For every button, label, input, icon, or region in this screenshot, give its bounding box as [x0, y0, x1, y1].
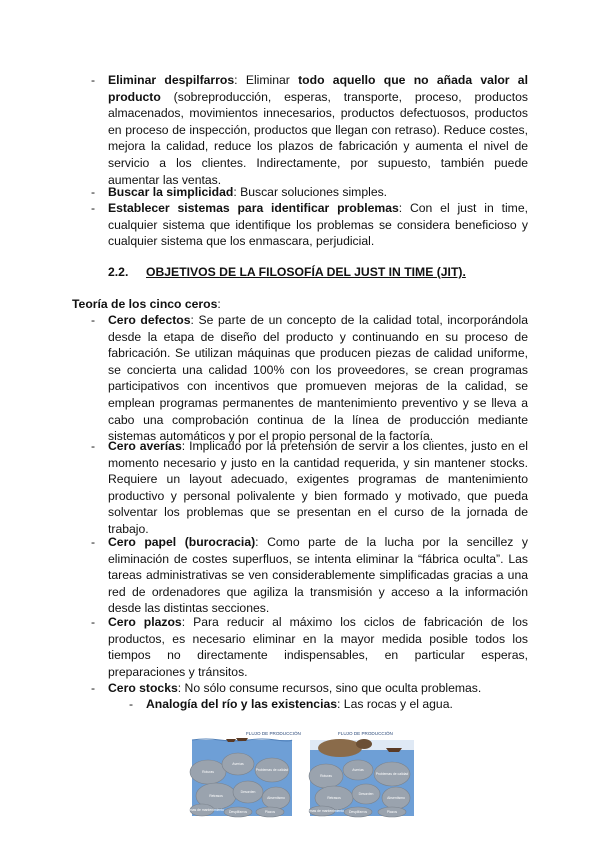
- list-item-cero-plazos: [91, 614, 528, 680]
- rock-exposed: [318, 739, 362, 757]
- term: Cero defectos: [108, 313, 191, 327]
- term: Cero papel (burocracia): [108, 535, 256, 549]
- rock-label: Roturas: [320, 774, 332, 778]
- section-title: OBJETIVOS DE LA FILOSOFÍA DEL JUST IN TIME (JIT).: [146, 265, 466, 279]
- dash-bullet: -: [91, 73, 96, 87]
- rock-label: Absentismo: [267, 796, 285, 800]
- rock-label: Problemas de calidad: [375, 772, 409, 776]
- emphasis: todo aquello que no añada valor al producto: [108, 73, 528, 104]
- figure-title: FLUJO DE PRODUCCIÓN: [246, 731, 301, 736]
- text: : Para reducir al máximo los ciclos de fabricación de los productos, es necesario eliminar en la mayor medida posible todos los tiempos no directamente indispensables, en particular esperas, preparaciones y tránsitos.: [108, 615, 528, 679]
- term: Cero averías: [108, 439, 182, 453]
- text: : Se parte de un concepto de la calidad total, incorporándola desde la etapa de diseño del producto y continuando en su proceso de fabricación. Se utilizan máquinas que producen piezas de calidad uniforme, se concierta una calidad 100% con los proveedores, se crean programas participativos con incentivos que promueven mejoras de la calidad, se emplean programas permanentes de mantenimiento preventivo y se lleva a cabo una comprobación continua de la línea de producción mediante sistemas automáticos y por el propio personal de la factoría.: [108, 313, 528, 444]
- theory-label: [72, 296, 221, 313]
- dash-bullet: -: [91, 615, 96, 629]
- rock-label: Plazos: [386, 810, 398, 814]
- rock-label: Retrasos: [209, 794, 223, 798]
- dash-bullet: -: [91, 313, 96, 327]
- rock-label: Roturas: [202, 770, 214, 774]
- rock-label: Averías: [232, 762, 244, 766]
- text: : Como parte de la lucha por la sencillez y eliminación de costes superfluos, se intenta eliminar la “fábrica oculta”. Las tareas administrativas se ven considerablemente simplificadas gracias a una red de ordenadores que agiliza la transmisión y acceso a la información desde las distintas secciones.: [108, 535, 528, 616]
- text: : Las rocas y el agua.: [337, 697, 453, 711]
- dash-bullet: -: [91, 535, 96, 549]
- text: :: [217, 297, 221, 311]
- dash-bullet: -: [91, 185, 96, 199]
- rock-label: Despilfarros: [228, 810, 248, 814]
- figure-title: FLUJO DE PRODUCCIÓN: [338, 731, 393, 736]
- term: Analogía del río y las existencias: [146, 697, 338, 711]
- river-figure-svg: [179, 726, 301, 818]
- list-item-buscar-simplicidad: [91, 184, 528, 201]
- text: (sobreproducción, esperas, transporte, proceso, productos almacenados, movimientos innecesarios, productos defectuosos, productos en proceso de inspección, productos que llegan con retraso). Reduce costes, mejora la calidad, reduce los plazos de fabricación y aumenta el nivel de servicio a los clientes. Indirectamente, por supuesto, también puede aumentar las ventas.: [108, 89, 528, 187]
- rock-label: Retrasos: [327, 796, 341, 800]
- list-item-cero-defectos: [91, 312, 528, 445]
- boat-icon: [236, 738, 248, 741]
- rock-label: Problemas de calidad: [255, 768, 289, 772]
- rock-label: Desorden: [240, 790, 256, 794]
- rock-exposed: [356, 739, 372, 749]
- term: Eliminar despilfarros: [108, 73, 235, 87]
- rock-label: Plazos: [264, 810, 276, 814]
- river-figure-low-water: [299, 726, 418, 818]
- rock-label: Desorden: [358, 792, 374, 796]
- term: Cero plazos: [108, 615, 182, 629]
- text: : Buscar soluciones simples.: [233, 185, 388, 199]
- text: : Con el just in time, cualquier sistema que identifique los problemas se considera beneficioso y cualquier sistema que los enmascara, perjudicial.: [108, 201, 528, 249]
- term: Establecer sistemas para identificar problemas: [108, 201, 399, 215]
- river-figure-svg: [299, 726, 418, 818]
- list-item-eliminar-despilfarros: [91, 72, 528, 187]
- theory-title: Teoría de los cinco ceros: [72, 297, 218, 311]
- list-item-cero-stocks: [91, 680, 528, 697]
- rock-label: Absentismo: [387, 796, 405, 800]
- section-heading: [108, 264, 466, 281]
- dash-bullet: -: [91, 201, 96, 215]
- text: : No sólo consume recursos, sino que oculta problemas.: [177, 681, 482, 695]
- sub-item-analogia: [129, 696, 528, 713]
- rock-label: Problemas de mantenimiento: [299, 809, 345, 813]
- list-item-cero-papel: [91, 534, 528, 617]
- term: Buscar la simplicidad: [108, 185, 234, 199]
- rock-label: Averías: [352, 768, 364, 772]
- dash-bullet: -: [91, 681, 96, 695]
- rock-label: Problemas de mantenimiento: [179, 808, 225, 812]
- list-item-identificar-problemas: [91, 200, 528, 250]
- river-figure-high-water: [179, 726, 301, 818]
- section-number: 2.2.: [108, 265, 129, 279]
- text: : Eliminar: [234, 73, 299, 87]
- term: Cero stocks: [108, 681, 178, 695]
- rock-label: Despilfarros: [348, 810, 368, 814]
- dash-bullet: -: [129, 697, 134, 711]
- text: : Implicado por la pretensión de servir a los clientes, justo en el momento necesario y justo en la cantidad requerida, y sin mantener stocks. Requiere un layout adecuado, exigentes programas de mantenimiento productivo y personal polivalente y bien formado y motivado, que pueda solventar los problemas que se presentan en el curso de la jornada de trabajo.: [108, 439, 528, 536]
- list-item-cero-averias: [91, 438, 528, 538]
- dash-bullet: -: [91, 439, 96, 453]
